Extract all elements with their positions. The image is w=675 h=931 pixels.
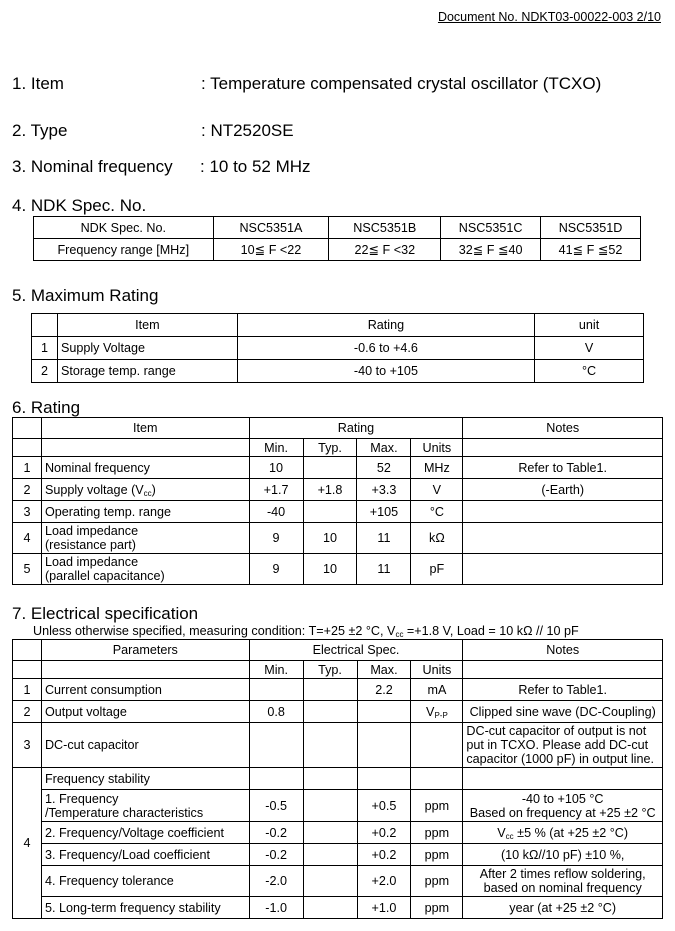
table-row: 4 Frequency stability bbox=[13, 768, 663, 790]
elec-head-spec: Electrical Spec. bbox=[249, 640, 463, 661]
spec-head-0: NDK Spec. No. bbox=[34, 217, 214, 239]
table-row: 1 Current consumption 2.2 mA Refer to Table1. bbox=[13, 679, 663, 701]
table-row: 2 Storage temp. range -40 to +105 °C bbox=[32, 360, 644, 383]
elec-head-notes: Notes bbox=[463, 640, 663, 661]
rating-head-item: Item bbox=[41, 418, 249, 439]
section-5-label: 5. Maximum Rating bbox=[12, 286, 159, 305]
section-7-label: 7. Electrical specification bbox=[12, 604, 199, 623]
spec-head-3: NSC5351C bbox=[441, 217, 541, 239]
table-row: 3 Operating temp. range -40 +105 °C bbox=[13, 501, 663, 523]
table-row: 5. Long-term frequency stability -1.0 +1.0 ppm year (at +25 ±2 °C) bbox=[13, 897, 663, 919]
table-row: 2. Frequency/Voltage coefficient -0.2 +0.2 ppm $V_{cc} \pm 5$ % (at +25 ±2 °C) bbox=[13, 822, 663, 844]
table-row: 1. Frequency /Temperature characteristics -0.5 +0.5 ppm -40 to +105 °C Based on frequency at +25 ±2 °C bbox=[13, 790, 663, 822]
section-3-value: : 10 to 52 MHz bbox=[200, 157, 311, 176]
max-rating-head-item: Item bbox=[57, 314, 237, 337]
electrical-spec-table: Parameters Electrical Spec. Notes Min. Typ. Max. Units 1 Current consumption 2.2 mA Refer to Table1. 2 Output voltage 0.8 $V_{P-P}$ Clipped sine wave (DC-Coupling) 3 DC-cut capacitor DC-cut capacitor of output is not put in TCXO. Please add DC-cut capacitor (1000 pF) in output line. 4 Frequency stability 1. Frequency /Temperature characteristics -0.5 +0.5 ppm -40 to +105 °C Based on frequency at +25 ±2 °C 2. Frequency/Voltage coefficient -0.2 +0.2 ppm $V_{cc} \pm 5$ % (at +25 ±2 °C) 3. Frequency/Load coefficient -0.2 +0.2 ppm (10 kΩ//10 pF) ±10 %, 4. Frequency tolerance -2.0 +2.0 ppm After 2 times reflow soldering, based on nominal frequency 5. Long-term frequency stability -1.0 +1.0 ppm year (at +25 ±2 °C) bbox=[12, 639, 663, 919]
section-2-label: 2. Type bbox=[12, 121, 68, 140]
section-2-value: : NT2520SE bbox=[201, 121, 294, 140]
table-row: 2 Output voltage 0.8 $V_{P-P}$ Clipped sine wave (DC-Coupling) bbox=[13, 701, 663, 723]
max-rating-head-rating: Rating bbox=[237, 314, 534, 337]
rating-head-notes: Notes bbox=[463, 418, 663, 439]
ndk-spec-table bbox=[33, 216, 641, 261]
section-3-label: 3. Nominal frequency bbox=[12, 157, 173, 176]
table-row: 3 DC-cut capacitor DC-cut capacitor of output is not put in TCXO. Please add DC-cut capacitor (1000 pF) in output line. bbox=[13, 723, 663, 768]
table-row: 4 Load impedance (resistance part) 9 10 11 kΩ bbox=[13, 523, 663, 554]
table-row: 1 Supply Voltage -0.6 to +4.6 V bbox=[32, 337, 644, 360]
max-rating-head-unit: unit bbox=[535, 314, 644, 337]
table-row: 4. Frequency tolerance -2.0 +2.0 ppm After 2 times reflow soldering, based on nominal frequency bbox=[13, 866, 663, 897]
table-row: 3. Frequency/Load coefficient -0.2 +0.2 ppm (10 kΩ//10 pF) ±10 %, bbox=[13, 844, 663, 866]
spec-row-3: 32≦ F ≦40 bbox=[441, 239, 541, 261]
spec-head-4: NSC5351D bbox=[541, 217, 641, 239]
section-4-label: 4. NDK Spec. No. bbox=[12, 196, 147, 215]
spec-row-4: 41≦ F ≦52 bbox=[541, 239, 641, 261]
table-row: 5 Load impedance (parallel capacitance) 9 10 11 pF bbox=[13, 554, 663, 585]
table-row: 2 Supply voltage $(V_{cc})$ +1.7 +1.8 +3.3 V (-Earth) bbox=[13, 479, 663, 501]
document-number: Document No. NDKT03-00022-003 2/10 bbox=[437, 10, 661, 24]
spec-head-2: NSC5351B bbox=[329, 217, 441, 239]
section-6-label: 6. Rating bbox=[12, 398, 81, 417]
section-1-value: : Temperature compensated crystal oscillator (TCXO) bbox=[201, 74, 602, 93]
spec-head-1: NSC5351A bbox=[213, 217, 329, 239]
table-row: 1 Nominal frequency 10 52 MHz Refer to Table1. bbox=[13, 457, 663, 479]
section-1-label: 1. Item bbox=[12, 74, 64, 93]
elec-head-params: Parameters bbox=[41, 640, 249, 661]
spec-row-2: 22≦ F <32 bbox=[329, 239, 441, 261]
rating-table: Item Rating Notes Min. Typ. Max. Units 1 Nominal frequency 10 52 MHz Refer to Table1. 2 Supply voltage $(V_{cc})$ +1.7 +1.8 +3.3 V (-Earth) 3 Operating temp. range -40 +105 °C 4 Load impedance (resistance part) 9 10 11 kΩ 5 Load impedance (parallel capacitance) 9 10 11 pF bbox=[12, 417, 663, 585]
rating-head-rating: Rating bbox=[249, 418, 463, 439]
spec-row-0: Frequency range [MHz] bbox=[34, 239, 214, 261]
max-rating-table bbox=[31, 313, 644, 383]
spec-row-1: 10≦ F <22 bbox=[213, 239, 329, 261]
measuring-condition: Unless otherwise specified, measuring condition: T=+25 ±2 °C, $V_{cc} =+1.8$ V, Load = 10 kΩ // 10 pF bbox=[33, 624, 579, 639]
